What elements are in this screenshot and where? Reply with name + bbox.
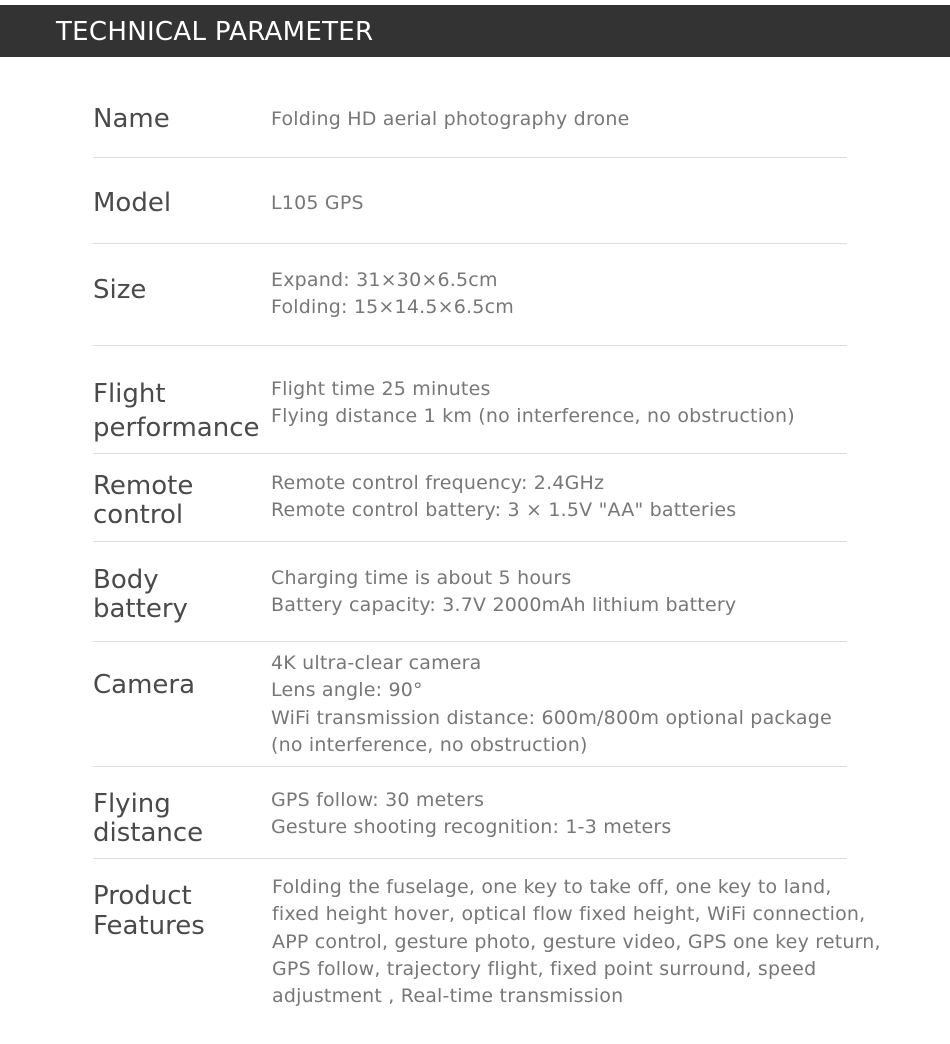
param-label-camera: Camera	[93, 670, 196, 700]
row-divider	[93, 541, 847, 542]
param-label-remote-control: Remote control	[93, 471, 194, 530]
param-label-flight-performance: Flight performance	[93, 379, 260, 443]
row-divider	[93, 858, 847, 859]
param-value-body-battery: Charging time is about 5 hours Battery capacity: 3.7V 2000mAh lithium battery	[271, 567, 737, 617]
row-divider	[93, 453, 847, 454]
param-label-flying-distance: Flying distance	[93, 789, 204, 848]
param-value-camera: 4K ultra-clear camera Lens angle: 90° WiFi transmission distance: 600m/800m optional package (no interference, no obstruction)	[271, 652, 832, 756]
param-value-name: Folding HD aerial photography drone	[271, 108, 630, 130]
param-label-body-battery: Body battery	[93, 565, 188, 624]
param-value-size: Expand: 31×30×6.5cm Folding: 15×14.5×6.5cm	[271, 269, 514, 319]
param-value-model: L105 GPS	[271, 192, 364, 214]
section-title: TECHNICAL PARAMETER	[56, 17, 374, 47]
param-label-product-features: Product Features	[93, 881, 205, 941]
param-value-flight-performance: Flight time 25 minutes Flying distance 1 km (no interference, no obstruction)	[271, 378, 795, 428]
row-divider	[93, 243, 847, 244]
param-label-model: Model	[93, 188, 172, 218]
param-value-remote-control: Remote control frequency: 2.4GHz Remote control battery: 3 × 1.5V "AA" batteries	[271, 472, 737, 522]
param-value-flying-distance: GPS follow: 30 meters Gesture shooting recognition: 1-3 meters	[271, 789, 672, 839]
row-divider	[93, 157, 847, 158]
row-divider	[93, 641, 847, 642]
row-divider	[93, 766, 847, 767]
param-label-name: Name	[93, 104, 170, 134]
row-divider	[93, 345, 847, 346]
section-header	[0, 5, 950, 57]
param-label-size: Size	[93, 275, 147, 305]
param-value-product-features: Folding the fuselage, one key to take off, one key to land, fixed height hover, optical flow fixed height, WiFi connection, APP control, gesture photo, gesture video, GPS one key return, GPS follow, trajectory flight, fixed point surround, speed adjustment , Real-time transmission	[272, 876, 881, 1008]
